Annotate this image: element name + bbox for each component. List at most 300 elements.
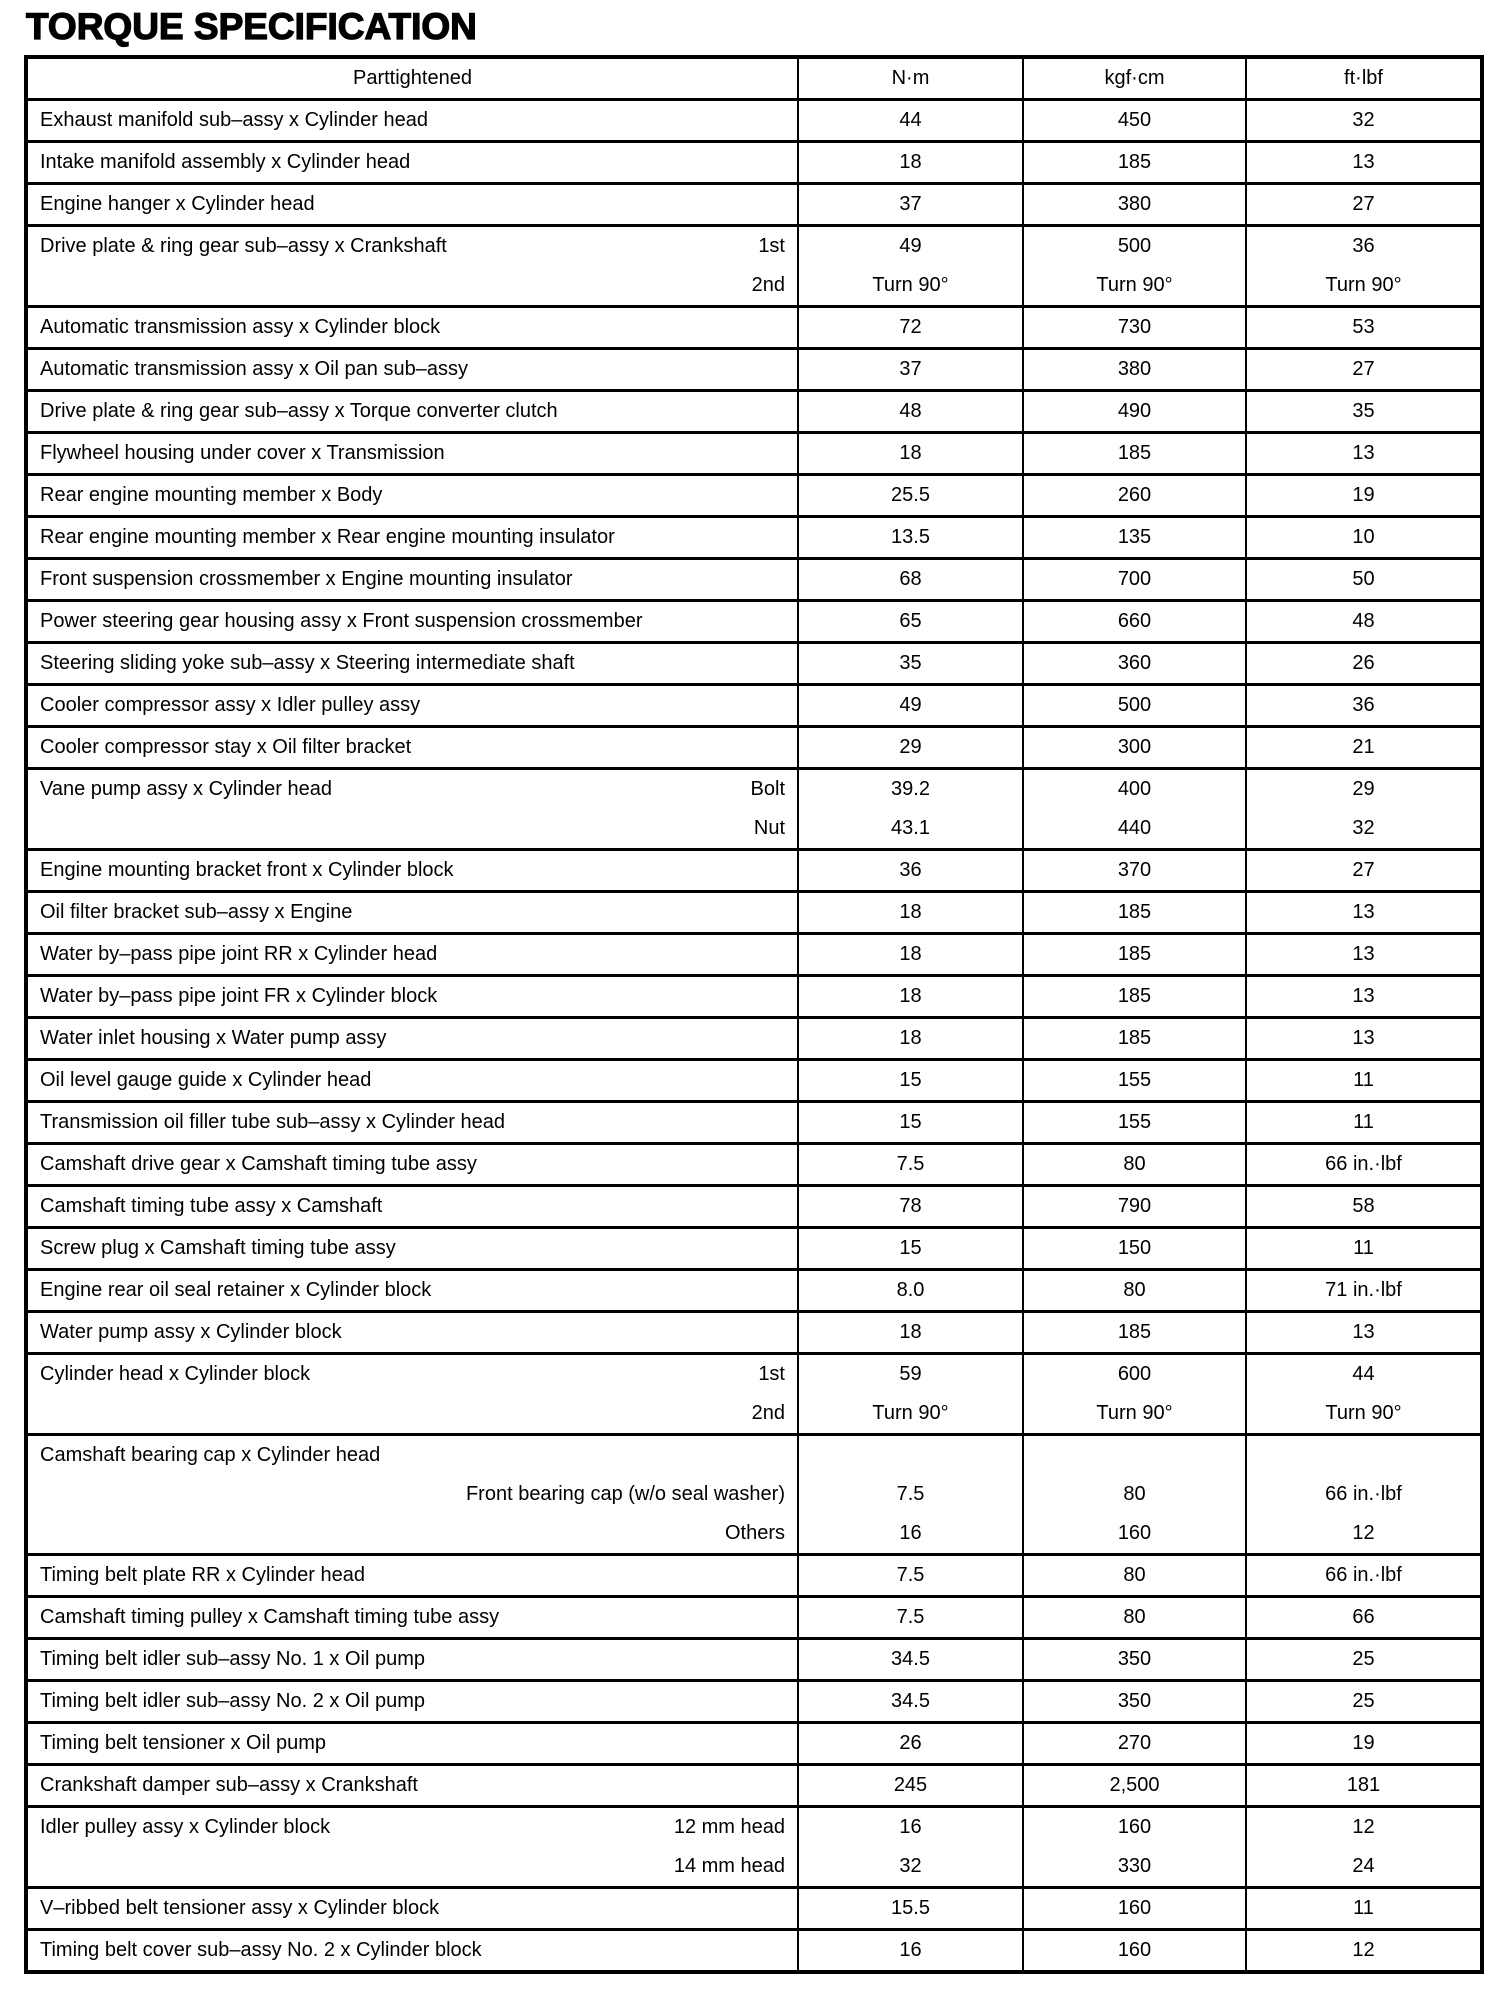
nm-cell bbox=[798, 1930, 1023, 1973]
kgfcm-cell-value bbox=[1024, 1436, 1245, 1475]
part-sub-label bbox=[775, 1556, 785, 1595]
kgfcm-cell bbox=[1023, 934, 1246, 976]
part-name: Flywheel housing under cover x Transmission bbox=[40, 442, 445, 464]
table-row bbox=[26, 1930, 1482, 1973]
part-line bbox=[28, 476, 797, 515]
part-line bbox=[28, 1808, 797, 1847]
nm-cell-value: 35 bbox=[899, 652, 922, 674]
kgfcm-cell-value: 350 bbox=[1117, 1648, 1152, 1670]
nm-cell-value: 34.5 bbox=[891, 1648, 930, 1670]
kgfcm-cell-value: 80 bbox=[1123, 1564, 1146, 1586]
table-row bbox=[26, 1807, 1482, 1888]
ftlbf-cell-value: 66 in.·lbf bbox=[1325, 1564, 1402, 1586]
part-name: Drive plate & ring gear sub–assy x Torque converter clutch bbox=[40, 400, 558, 422]
table-row bbox=[26, 433, 1482, 475]
col-header-nm bbox=[798, 57, 1023, 100]
kgfcm-cell bbox=[1023, 1435, 1246, 1555]
nm-cell bbox=[798, 1597, 1023, 1639]
part-cell bbox=[26, 1354, 798, 1435]
part-sub-label bbox=[775, 350, 785, 389]
nm-cell-value: 49 bbox=[899, 235, 922, 257]
part-cell bbox=[26, 934, 798, 976]
ftlbf-cell bbox=[1246, 142, 1482, 184]
ftlbf-cell bbox=[1246, 226, 1482, 307]
part-sub-label bbox=[775, 1061, 785, 1100]
part-name: Engine hanger x Cylinder head bbox=[40, 193, 315, 215]
nm-cell-value: 59 bbox=[899, 1363, 922, 1385]
kgfcm-cell bbox=[1023, 1186, 1246, 1228]
part-cell bbox=[26, 1597, 798, 1639]
part-cell bbox=[26, 1435, 798, 1555]
kgfcm-cell-value: 185 bbox=[1117, 1027, 1152, 1049]
kgfcm-cell bbox=[1023, 517, 1246, 559]
part-line bbox=[28, 1598, 797, 1637]
nm-cell bbox=[798, 100, 1023, 142]
kgfcm-cell-value: 260 bbox=[1117, 484, 1152, 506]
part-line bbox=[28, 1271, 797, 1310]
part-line bbox=[28, 728, 797, 767]
part-cell bbox=[26, 850, 798, 892]
ftlbf-cell-value: 12 bbox=[1352, 1939, 1375, 1961]
part-cell bbox=[26, 1102, 798, 1144]
part-sub-label bbox=[775, 185, 785, 224]
ftlbf-cell bbox=[1246, 892, 1482, 934]
nm-cell bbox=[798, 1555, 1023, 1597]
kgfcm-cell-value: 155 bbox=[1117, 1111, 1152, 1133]
part-name: Cylinder head x Cylinder block bbox=[40, 1363, 311, 1385]
part-cell bbox=[26, 100, 798, 142]
nm-cell-value: 29 bbox=[899, 736, 922, 758]
ftlbf-cell-value: Turn 90° bbox=[1325, 1402, 1402, 1424]
part-cell bbox=[26, 601, 798, 643]
part-cell bbox=[26, 1639, 798, 1681]
ftlbf-cell-value bbox=[1247, 1436, 1480, 1475]
kgfcm-cell-value: 160 bbox=[1117, 1939, 1152, 1961]
ftlbf-cell-value: 36 bbox=[1352, 235, 1375, 257]
ftlbf-cell-value: 13 bbox=[1352, 901, 1375, 923]
ftlbf-cell-value: 11 bbox=[1353, 1069, 1374, 1091]
ftlbf-cell-value: 21 bbox=[1352, 736, 1375, 758]
part-sub-label: 1st bbox=[758, 1363, 785, 1385]
part-sub-label: 14 mm head bbox=[673, 1855, 785, 1877]
kgfcm-cell bbox=[1023, 307, 1246, 349]
kgfcm-cell-value: Turn 90° bbox=[1096, 274, 1173, 296]
kgfcm-cell bbox=[1023, 685, 1246, 727]
kgfcm-cell bbox=[1023, 475, 1246, 517]
part-name: Timing belt cover sub–assy No. 2 x Cylinder block bbox=[40, 1939, 482, 1961]
kgfcm-cell-value: 80 bbox=[1123, 1153, 1146, 1175]
part-line bbox=[28, 1313, 797, 1352]
ftlbf-cell-value: 71 in.·lbf bbox=[1325, 1279, 1402, 1301]
part-name: Cooler compressor stay x Oil filter bracket bbox=[40, 736, 412, 758]
ftlbf-cell-value: 48 bbox=[1352, 610, 1375, 632]
ftlbf-cell-value: 13 bbox=[1352, 442, 1375, 464]
nm-cell bbox=[798, 559, 1023, 601]
part-line bbox=[28, 1061, 797, 1100]
part-name: Water by–pass pipe joint RR x Cylinder head bbox=[40, 943, 438, 965]
table-row bbox=[26, 517, 1482, 559]
nm-cell bbox=[798, 1018, 1023, 1060]
part-line bbox=[28, 1640, 797, 1679]
kgfcm-cell-value: 155 bbox=[1117, 1069, 1152, 1091]
nm-cell-value: Turn 90° bbox=[872, 1402, 949, 1424]
ftlbf-cell-value: 58 bbox=[1352, 1195, 1375, 1217]
part-sub-label bbox=[775, 392, 785, 431]
part-name: Front suspension crossmember x Engine mounting insulator bbox=[40, 568, 573, 590]
nm-cell-value: 18 bbox=[899, 442, 922, 464]
ftlbf-cell-value: 13 bbox=[1352, 1027, 1375, 1049]
part-name: Rear engine mounting member x Rear engine mounting insulator bbox=[40, 526, 615, 548]
part-sub-label bbox=[775, 518, 785, 557]
kgfcm-cell bbox=[1023, 1807, 1246, 1888]
ftlbf-cell bbox=[1246, 1060, 1482, 1102]
part-name: Automatic transmission assy x Cylinder block bbox=[40, 316, 441, 338]
table-row bbox=[26, 769, 1482, 850]
part-sub-label bbox=[775, 143, 785, 182]
ftlbf-cell bbox=[1246, 1018, 1482, 1060]
part-cell bbox=[26, 769, 798, 850]
nm-cell bbox=[798, 1186, 1023, 1228]
table-row bbox=[26, 184, 1482, 226]
page-title: TORQUE SPECIFICATION bbox=[26, 6, 477, 47]
col-header-ftlbf bbox=[1246, 57, 1482, 100]
nm-cell bbox=[798, 727, 1023, 769]
part-sub-label bbox=[775, 1271, 785, 1310]
kgfcm-cell-value: 700 bbox=[1117, 568, 1152, 590]
ftlbf-cell bbox=[1246, 1435, 1482, 1555]
nm-cell-value: 39.2 bbox=[891, 778, 930, 800]
part-name: Screw plug x Camshaft timing tube assy bbox=[40, 1237, 396, 1259]
part-sub-label: Front bearing cap (w/o seal washer) bbox=[465, 1483, 785, 1505]
part-sub-label bbox=[775, 1931, 785, 1970]
ftlbf-cell-value: 11 bbox=[1353, 1237, 1374, 1259]
ftlbf-cell bbox=[1246, 850, 1482, 892]
kgfcm-cell-value: 185 bbox=[1117, 901, 1152, 923]
nm-cell-value: 16 bbox=[899, 1522, 922, 1544]
nm-cell bbox=[798, 685, 1023, 727]
ftlbf-cell bbox=[1246, 1765, 1482, 1807]
kgfcm-cell-value: 150 bbox=[1117, 1237, 1152, 1259]
nm-cell bbox=[798, 976, 1023, 1018]
part-line bbox=[28, 1019, 797, 1058]
part-line bbox=[28, 185, 797, 224]
part-cell bbox=[26, 1681, 798, 1723]
nm-cell bbox=[798, 1354, 1023, 1435]
nm-cell bbox=[798, 391, 1023, 433]
part-line bbox=[28, 1847, 797, 1886]
table-row bbox=[26, 1765, 1482, 1807]
part-sub-label: Others bbox=[724, 1522, 785, 1544]
col-header-ftlbf-label: ft·lbf bbox=[1344, 67, 1383, 89]
part-line bbox=[28, 1187, 797, 1226]
table-row bbox=[26, 685, 1482, 727]
kgfcm-cell bbox=[1023, 391, 1246, 433]
part-cell bbox=[26, 1186, 798, 1228]
ftlbf-cell bbox=[1246, 727, 1482, 769]
header-row bbox=[26, 57, 1482, 100]
kgfcm-cell bbox=[1023, 100, 1246, 142]
nm-cell-value: Turn 90° bbox=[872, 274, 949, 296]
part-sub-label bbox=[775, 602, 785, 641]
kgfcm-cell bbox=[1023, 1555, 1246, 1597]
ftlbf-cell bbox=[1246, 1888, 1482, 1930]
part-name: Engine rear oil seal retainer x Cylinder block bbox=[40, 1279, 432, 1301]
kgfcm-cell-value: 450 bbox=[1117, 109, 1152, 131]
kgfcm-cell bbox=[1023, 226, 1246, 307]
part-sub-label bbox=[775, 644, 785, 683]
kgfcm-cell-value: 185 bbox=[1117, 985, 1152, 1007]
table-row bbox=[26, 601, 1482, 643]
ftlbf-cell-value: 32 bbox=[1352, 817, 1375, 839]
col-header-kgfcm-label: kgf·cm bbox=[1104, 67, 1165, 89]
kgfcm-cell bbox=[1023, 1681, 1246, 1723]
part-name: Steering sliding yoke sub–assy x Steering intermediate shaft bbox=[40, 652, 575, 674]
kgfcm-cell bbox=[1023, 142, 1246, 184]
kgfcm-cell-value: 360 bbox=[1117, 652, 1152, 674]
nm-cell-value: 26 bbox=[899, 1732, 922, 1754]
nm-cell-value: 15 bbox=[899, 1237, 922, 1259]
ftlbf-cell bbox=[1246, 934, 1482, 976]
nm-cell bbox=[798, 142, 1023, 184]
ftlbf-cell bbox=[1246, 1723, 1482, 1765]
part-name: Oil filter bracket sub–assy x Engine bbox=[40, 901, 353, 923]
part-sub-label: 2nd bbox=[751, 1402, 785, 1424]
kgfcm-cell-value: 500 bbox=[1117, 235, 1152, 257]
ftlbf-cell-value: 25 bbox=[1352, 1690, 1375, 1712]
part-line bbox=[28, 893, 797, 932]
part-sub-label bbox=[775, 1724, 785, 1763]
part-name: Automatic transmission assy x Oil pan sub–assy bbox=[40, 358, 468, 380]
part-cell bbox=[26, 1555, 798, 1597]
nm-cell-value: 18 bbox=[899, 1321, 922, 1343]
part-cell bbox=[26, 1888, 798, 1930]
part-sub-label bbox=[775, 1682, 785, 1721]
kgfcm-cell-value: 730 bbox=[1117, 316, 1152, 338]
part-sub-label bbox=[775, 560, 785, 599]
part-line bbox=[28, 1724, 797, 1763]
ftlbf-cell bbox=[1246, 1102, 1482, 1144]
nm-cell-value: 34.5 bbox=[891, 1690, 930, 1712]
ftlbf-cell bbox=[1246, 769, 1482, 850]
nm-cell-value: 65 bbox=[899, 610, 922, 632]
part-name: Power steering gear housing assy x Front suspension crossmember bbox=[40, 610, 643, 632]
part-cell bbox=[26, 1228, 798, 1270]
part-cell bbox=[26, 727, 798, 769]
nm-cell bbox=[798, 1270, 1023, 1312]
part-name: Timing belt plate RR x Cylinder head bbox=[40, 1564, 365, 1586]
kgfcm-cell-value: 790 bbox=[1117, 1195, 1152, 1217]
part-sub-label bbox=[775, 1640, 785, 1679]
kgfcm-cell-value: 370 bbox=[1117, 859, 1152, 881]
kgfcm-cell-value: 380 bbox=[1117, 358, 1152, 380]
nm-cell-value: 15 bbox=[899, 1069, 922, 1091]
kgfcm-cell-value: 185 bbox=[1117, 151, 1152, 173]
ftlbf-cell-value: Turn 90° bbox=[1325, 274, 1402, 296]
part-line bbox=[28, 1514, 797, 1553]
kgfcm-cell bbox=[1023, 1723, 1246, 1765]
kgfcm-cell-value: 500 bbox=[1117, 694, 1152, 716]
part-name: Camshaft timing tube assy x Camshaft bbox=[40, 1195, 383, 1217]
ftlbf-cell bbox=[1246, 1930, 1482, 1973]
nm-cell bbox=[798, 226, 1023, 307]
part-line bbox=[28, 1475, 797, 1514]
ftlbf-cell-value: 10 bbox=[1352, 526, 1375, 548]
ftlbf-cell-value: 27 bbox=[1352, 358, 1375, 380]
part-name: Camshaft drive gear x Camshaft timing tube assy bbox=[40, 1153, 477, 1175]
nm-cell bbox=[798, 475, 1023, 517]
table-row bbox=[26, 934, 1482, 976]
nm-cell bbox=[798, 184, 1023, 226]
col-header-nm-label: N·m bbox=[891, 67, 930, 89]
kgfcm-cell bbox=[1023, 1228, 1246, 1270]
ftlbf-cell bbox=[1246, 1597, 1482, 1639]
nm-cell-value: 15.5 bbox=[891, 1897, 930, 1919]
nm-cell bbox=[798, 1102, 1023, 1144]
part-sub-label bbox=[775, 434, 785, 473]
ftlbf-cell-value: 29 bbox=[1352, 778, 1375, 800]
ftlbf-cell-value: 11 bbox=[1353, 1111, 1374, 1133]
part-line bbox=[28, 602, 797, 641]
nm-cell bbox=[798, 769, 1023, 850]
kgfcm-cell bbox=[1023, 1888, 1246, 1930]
ftlbf-cell-value: 13 bbox=[1352, 151, 1375, 173]
col-header-part-label: Parttightened bbox=[353, 67, 472, 89]
part-sub-label bbox=[775, 1598, 785, 1637]
part-cell bbox=[26, 475, 798, 517]
part-cell bbox=[26, 1765, 798, 1807]
part-line bbox=[28, 977, 797, 1016]
kgfcm-cell-value: 300 bbox=[1117, 736, 1152, 758]
table-row bbox=[26, 559, 1482, 601]
kgfcm-cell bbox=[1023, 433, 1246, 475]
table-body bbox=[26, 100, 1482, 1973]
part-cell bbox=[26, 349, 798, 391]
kgfcm-cell bbox=[1023, 601, 1246, 643]
part-cell bbox=[26, 685, 798, 727]
part-line bbox=[28, 644, 797, 683]
table-row bbox=[26, 976, 1482, 1018]
ftlbf-cell bbox=[1246, 1186, 1482, 1228]
nm-cell bbox=[798, 1765, 1023, 1807]
col-header-kgfcm bbox=[1023, 57, 1246, 100]
ftlbf-cell bbox=[1246, 184, 1482, 226]
nm-cell bbox=[798, 517, 1023, 559]
nm-cell-value: 37 bbox=[899, 358, 922, 380]
kgfcm-cell bbox=[1023, 1312, 1246, 1354]
nm-cell bbox=[798, 1312, 1023, 1354]
part-line bbox=[28, 434, 797, 473]
kgfcm-cell-value: 350 bbox=[1117, 1690, 1152, 1712]
part-cell bbox=[26, 643, 798, 685]
nm-cell-value: 68 bbox=[899, 568, 922, 590]
ftlbf-cell bbox=[1246, 1807, 1482, 1888]
part-line bbox=[28, 308, 797, 347]
table-row bbox=[26, 1102, 1482, 1144]
part-sub-label bbox=[775, 893, 785, 932]
part-cell bbox=[26, 391, 798, 433]
kgfcm-cell bbox=[1023, 1060, 1246, 1102]
part-sub-label bbox=[775, 101, 785, 140]
part-name: Transmission oil filler tube sub–assy x Cylinder head bbox=[40, 1111, 506, 1133]
nm-cell bbox=[798, 1060, 1023, 1102]
table-row bbox=[26, 100, 1482, 142]
kgfcm-cell-value: 160 bbox=[1117, 1897, 1152, 1919]
part-cell bbox=[26, 1144, 798, 1186]
kgfcm-cell-value: 400 bbox=[1117, 778, 1152, 800]
nm-cell bbox=[798, 850, 1023, 892]
nm-cell-value: 18 bbox=[899, 985, 922, 1007]
kgfcm-cell bbox=[1023, 1597, 1246, 1639]
ftlbf-cell-value: 53 bbox=[1352, 316, 1375, 338]
part-line bbox=[28, 686, 797, 725]
nm-cell bbox=[798, 1681, 1023, 1723]
nm-cell bbox=[798, 1435, 1023, 1555]
kgfcm-cell-value: 185 bbox=[1117, 943, 1152, 965]
part-sub-label bbox=[775, 686, 785, 725]
part-sub-label bbox=[775, 935, 785, 974]
ftlbf-cell-value: 26 bbox=[1352, 652, 1375, 674]
nm-cell bbox=[798, 601, 1023, 643]
part-sub-label: 1st bbox=[758, 235, 785, 257]
part-name: Timing belt tensioner x Oil pump bbox=[40, 1732, 327, 1754]
kgfcm-cell bbox=[1023, 892, 1246, 934]
part-line bbox=[28, 143, 797, 182]
kgfcm-cell-value: 80 bbox=[1123, 1606, 1146, 1628]
part-sub-label bbox=[775, 1145, 785, 1184]
kgfcm-cell bbox=[1023, 184, 1246, 226]
nm-cell-value: 15 bbox=[899, 1111, 922, 1133]
kgfcm-cell-value: 330 bbox=[1117, 1855, 1152, 1877]
kgfcm-cell bbox=[1023, 1144, 1246, 1186]
part-name: Water pump assy x Cylinder block bbox=[40, 1321, 342, 1343]
nm-cell-value: 37 bbox=[899, 193, 922, 215]
ftlbf-cell-value: 66 bbox=[1352, 1606, 1375, 1628]
kgfcm-cell-value: 440 bbox=[1117, 817, 1152, 839]
part-line bbox=[28, 227, 797, 266]
ftlbf-cell-value: 50 bbox=[1352, 568, 1375, 590]
part-name: Water by–pass pipe joint FR x Cylinder block bbox=[40, 985, 438, 1007]
part-sub-label bbox=[775, 1103, 785, 1142]
torque-spec-table bbox=[24, 55, 1484, 1974]
kgfcm-cell-value: 2,500 bbox=[1109, 1774, 1160, 1796]
kgfcm-cell-value: 380 bbox=[1117, 193, 1152, 215]
table-row bbox=[26, 1888, 1482, 1930]
part-name: Camshaft bearing cap x Cylinder head bbox=[40, 1444, 381, 1466]
part-cell bbox=[26, 1060, 798, 1102]
ftlbf-cell bbox=[1246, 1639, 1482, 1681]
table-row bbox=[26, 1270, 1482, 1312]
kgfcm-cell-value: 185 bbox=[1117, 1321, 1152, 1343]
kgfcm-cell-value: 135 bbox=[1117, 526, 1152, 548]
part-name: Idler pulley assy x Cylinder block bbox=[40, 1816, 331, 1838]
part-name: Timing belt idler sub–assy No. 2 x Oil pump bbox=[40, 1690, 425, 1712]
ftlbf-cell bbox=[1246, 1270, 1482, 1312]
part-sub-label: Bolt bbox=[750, 778, 785, 800]
nm-cell-value: 44 bbox=[899, 109, 922, 131]
part-line bbox=[28, 1889, 797, 1928]
ftlbf-cell bbox=[1246, 1312, 1482, 1354]
part-name: Rear engine mounting member x Body bbox=[40, 484, 383, 506]
kgfcm-cell bbox=[1023, 1639, 1246, 1681]
part-sub-label bbox=[775, 851, 785, 890]
ftlbf-cell-value: 66 in.·lbf bbox=[1325, 1483, 1402, 1505]
ftlbf-cell-value: 35 bbox=[1352, 400, 1375, 422]
kgfcm-cell-value: 160 bbox=[1117, 1816, 1152, 1838]
nm-cell bbox=[798, 1228, 1023, 1270]
ftlbf-cell bbox=[1246, 643, 1482, 685]
kgfcm-cell bbox=[1023, 769, 1246, 850]
ftlbf-cell-value: 66 in.·lbf bbox=[1325, 1153, 1402, 1175]
